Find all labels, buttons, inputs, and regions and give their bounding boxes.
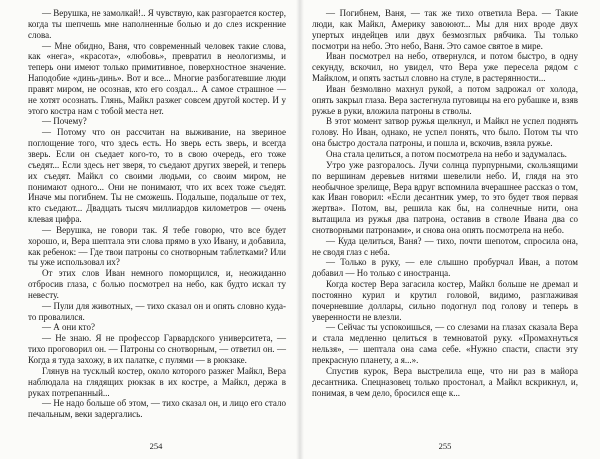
paragraph: — Сейчас ты успокоишься, — со слезами на глазах сказала Вера и стала медленно целиться в темноватой руку. «Промахнуться нельзя», — шептала она сама себе. «Нужно спасти, спасти эту прекрасную планету, а я...». [312,322,578,365]
paragraph: — Куда целиться, Ваня? — тихо, почти шепотом, спросила она, не сводя глаз с неба. [312,235,578,257]
paragraph: Утро уже разгоралось. Лучи солнца пурпурными, скользящими по вершинам деревьев нитями шевелили небо. И, глядя на это необычное зрелище, Вера вдруг вспомнила вчерашнее рассказ о том, как Иван говорил: «Если десантник умер, то это будет твоя первая жертва». Потом, вы, решила как бы, на солнечные нити, она вытащила из ружья два патрона, оставив в стволе Ивана два со снотворными патронами», и снова она опять посмотрела на небо. [312,159,578,235]
paragraph: — Верушка, не замолкай!.. Я чувствую, как разгорается костер, когда ты шепчешь мне наполненные болью и до слез искренние слова. [28,8,286,40]
paragraph: Спустив курок, Вера выстрелила еще, что ни раз в майора десантника. Спецназовец только простонал, а Майкл вскрикнул, и, понимая, в чем дело, бросился еще к... [312,365,578,398]
paragraph: — А они кто? [42,322,95,333]
paragraph: — Верушка, не говори так. Я тебе говорю, что все будет хорошо, и, Вера шептала эти слова прямо в ухо Ивану, и добавила, как ребенок: — Где твои патроны со снотворным таблетками? Или ты уже использовал их? [28,224,286,268]
paragraph: Она стала целиться, а потом посмотрела на небо и задумалась. [326,148,567,159]
paragraph: — Потому что он рассчитан на выживание, на звериное поглощение того, что здесь есть. Но зверь есть зверь, и всегда зверь. Если он съедает кого-то, то в свою очередь, его тоже съедят... Если здесь нет зверя, то съедают других зверей, и теперь их съедят. Майкл со своими людьми, со своим миром, не понимают одного... Они не понимают, что их всех тоже съедят. Иначе мы погибнем. Ты не сможешь. Подальше, подальше от тех, кто съедают... Двадцать тысяч миллиардов километров — очень клевая цифра. [28,127,286,225]
paragraph: От этих слов Иван немного поморщился, и, неожиданно отбросив глаза, с болью посмотрел на небо, как будто искал ту невесту. [28,268,286,300]
paragraph: Иван безмолвно махнул рукой, а потом задрожал от холода, опять закрыл глаза. Вера застегнула пуговицы на его рубашке и, взяв ружье в руки, вложила патроны в стволы. [312,83,578,116]
right-page [300,0,600,459]
left-page-text [28,8,286,420]
paragraph: — Мне обидно, Ваня, что современный человек такие слова, как «нега», «краcота», «любовь», превратил в неологизмы, и теперь они имеют только примитивное, поверхностное значение. Наподобие «динь-динь». Вот и все... Многие разбогатевшие люди правят миром, не осознав, кто его создал... А самое страшное — не хотят осознать. Глянь, Майкл разжег совсем другой костер. И у этого костра нам с тобой места нет. [28,40,286,116]
page-number: 254 [149,441,163,451]
paragraph: — Только в руку, — еле слышно пробурчал Иван, а потом добавил — Но только с иностранца. [312,257,578,279]
paragraph: Иван посмотрел на небо, отвернулся, и потом быстро, в одну секунду, вскочил, но увидел, что Вера уже пересела рядом с Майклом, и опять застыл словно на стуле, в растерянности... [312,51,578,84]
paragraph: В этот момент затвор ружья щелкнул, и Майкл не успел поднять голову. Но Иван, однако, не успел понять, что было. Потом ты что она быстро достала патроны, и пошла и, вскочив, взяла ружье. [312,116,578,149]
paragraph: — Не знаю. Я не профессор Гарвардского университета, — тихо проговорил он. — Патроны со снотворным, — ответил он. — Когда я туда захожу, в их палатке, с пулями — в рюкзаке. [28,333,286,365]
paragraph: — Пули для животных, — тихо сказал он и опять словно куда-то провалился. [28,300,286,322]
paragraph: — Не надо больше об этом, — тихо сказал он, и лицо его стало печальным, веки задергались. [28,398,286,420]
right-page-text [312,8,578,398]
paragraph: Глянув на тусклый костер, около которого разжег Майкл, Вера наблюдала на глядящих рюкзак в их костре, а Майкл, держа в руках потрепанный... [28,365,286,398]
paragraph: — Погибнем, Ваня, — так же тихо ответила Вера. — Такие люди, как Майкл, Америку завоюют... Мы для них вроде двух упертых индейцев или двух безмозглых рябчика. Ты только посмотри на небо. Это небо, Ваня. Это самое святое в мире. [312,8,578,51]
paragraph: — Почему? [42,116,87,127]
paragraph: Когда костер Вера загасила костер, Майкл больше не дремал и постоянно курил и крутил головой, видимо, разглаживая почерневшие доллары, сильно подогнул под голову и теперь в уверенности не влезли. [312,279,578,322]
page-number: 255 [438,441,452,451]
